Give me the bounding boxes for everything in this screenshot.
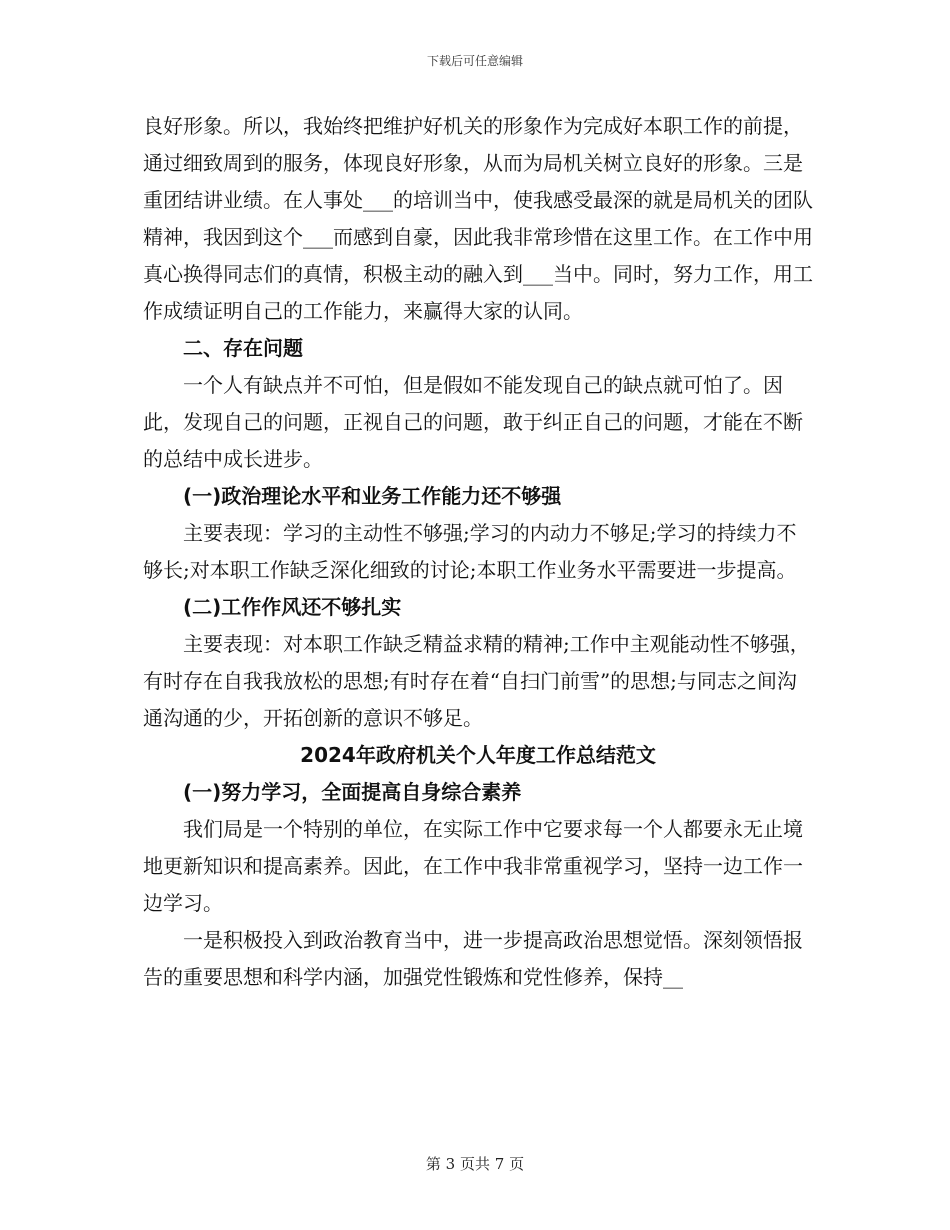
subheading-1: (一)政治理论水平和业务工作能力还不够强 bbox=[183, 484, 562, 508]
paragraph-intro: 一个人有缺点并不可怕，但是假如不能发现自己的缺点就可怕了。因此，发现自己的问题，正视自己的问题，敢于纠正自己的问题，才能在不断的总结中成长进步。 bbox=[143, 373, 803, 471]
page-header-note: 下载后可任意编辑 bbox=[426, 54, 523, 68]
page-number: 第 3 页共 7 页 bbox=[425, 1155, 525, 1173]
document-title: 2024年政府机关个人年度工作总结范文 bbox=[300, 743, 656, 767]
paragraph-2: 主要表现：对本职工作缺乏精益求精的精神;工作中主观能动性不够强，有时存在自我我放松的思想;有时存在着“自扫门前雪”的思想;与同志之间沟通沟通的少，开拓创新的意识不够足。 bbox=[143, 632, 810, 730]
document-body bbox=[143, 108, 813, 996]
paragraph-study: 我们局是一个特别的单位，在实际工作中它要求每一个人都要永无止境地更新知识和提高素养。因此，在工作中我非常重视学习，坚持一边工作一边学习。 bbox=[143, 817, 803, 915]
subheading-2: (二)工作作风还不够扎实 bbox=[183, 595, 402, 619]
subheading-study: (一)努力学习，全面提高自身综合素养 bbox=[183, 780, 522, 804]
section-heading-problems: 二、存在问题 bbox=[183, 336, 303, 360]
paragraph-political: 一是积极投入到政治教育当中，进一步提高政治思想觉悟。深刻领悟报告的重要思想和科学内涵，加强党性锻炼和党性修养，保持__ bbox=[143, 928, 803, 989]
paragraph-1: 主要表现：学习的主动性不够强;学习的内动力不够足;学习的持续力不够长;对本职工作缺乏深化细致的讨论;本职工作业务水平需要进一步提高。 bbox=[143, 521, 797, 582]
paragraph-continuation: 良好形象。所以，我始终把维护好机关的形象作为完成好本职工作的前提，通过细致周到的服务，体现良好形象，从而为局机关树立良好的形象。三是重团结讲业绩。在人事处___的培训当中，使我感受最深的就是局机关的团队精神，我因到这个___而感到自豪，因此我非常珍惜在这里工作。在工作中用真心换得同志们的真情，积极主动的融入到___当中。同时，努力工作，用工作成绩证明自己的工作能力，来赢得大家的认同。 bbox=[143, 114, 813, 323]
